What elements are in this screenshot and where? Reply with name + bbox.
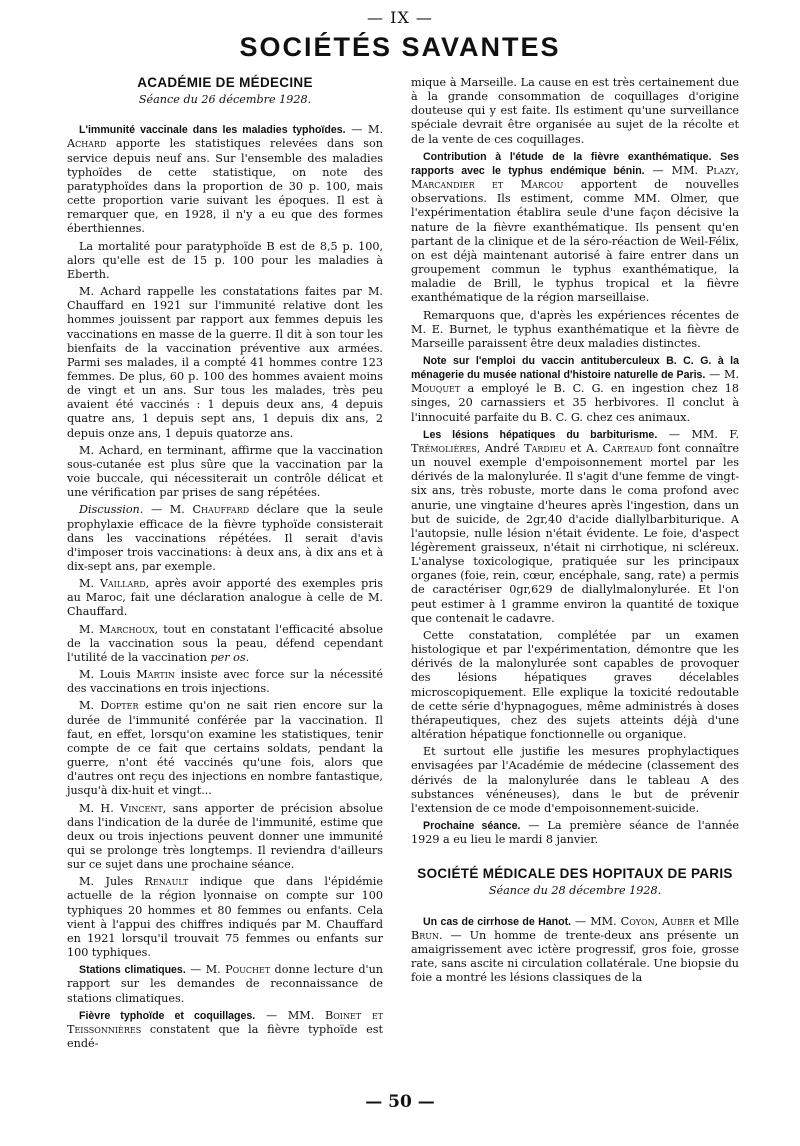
author-name: Mouquet: [411, 382, 461, 396]
author-name: Boinet et Teissonnières: [67, 1008, 383, 1036]
article-paragraph: Remarquons que, d'après les expériences récentes de M. E. Burnet, le typhus exanthématique et la fièvre de Marseille paraissent être deux maladies distinctes.: [411, 308, 739, 350]
article-title: Contribution à l'étude de la fièvre exanthématique. Ses rapports avec le typhus endémique bénin.: [411, 150, 739, 177]
article-paragraph: Note sur l'emploi du vaccin antituberculeux B. C. G. à la ménagerie du musée national d'histoire naturelle de Paris. — M. Mouquet a employé le B. C. G. en ingestion chez 18 singes, 20 carnassiers et 35 herbivores. Il conclut à l'innocuité parfaite du B. C. G. chez ces animaux.: [411, 354, 739, 424]
article-paragraph: Les lésions hépatiques du barbiturisme. — MM. F. Trémolières, André Tardieu et A. Carteaud font connaître un nouvel exemple d'empoisonnement mortel par les dérivés de la malonylurée. Il s'agit d'une femme de vingt-six ans, très robuste, morte dans le coma profond avec anurie, une vingtaine d'heures après l'ingestion, dans un but de suicide, de 2gr,40 d'acide diallylbarbiturique. A l'autopsie, nulle lésion n'était évidente. Le foie, d'aspect légèrement graisseux, n'était ni cirrhotique, ni scléreux. L'analyse toxicologique, pratiquée sur les principaux organes (foie, rein, cœur, encéphale, sang, rate) a permis de caractériser 0gr,629 de diallylmalonylurée. Et l'on peut estimer à 1 gramme environ la quantité de toxique que contenait le cadavre.: [411, 427, 739, 625]
right-column: [411, 76, 739, 988]
article-paragraph: Et surtout elle justifie les mesures prophylactiques envisagées par l'Académie de médecine (classement des dérivés de la malonylurée dans le tableau A des substances vénéneuses), dans le but de prévenir l'extension de ce mode d'empoisonnement-suicide.: [411, 745, 739, 815]
author-name: Plazy, Marcandier et Marcou: [411, 163, 739, 192]
academie-heading: ACADÉMIE DE MÉDECINE: [137, 75, 313, 90]
article-paragraph: mique à Marseille. La cause en est très certainement due à la grande consommation de coquillages d'origine douteuse qui y est faite. Ils estiment qu'une surveillance spéciale devrait être organisée au sujet de la récolte et de la vente de ces coquillages.: [411, 76, 739, 146]
article-title: Fièvre typhoïde et coquillages.: [79, 1009, 256, 1022]
author-name: Carteaud: [602, 441, 653, 455]
author-name: Marchoux: [99, 622, 155, 636]
author-name: Vincent: [120, 801, 163, 815]
article-paragraph: Stations climatiques. — M. Pouchet donne lecture d'un rapport sur les demandes de reconnaissance de stations climatiques.: [67, 963, 383, 1005]
article-paragraph: Fièvre typhoïde et coquillages. — MM. Boinet et Teissonnières constatent que la fièvre typhoïde est endé-: [67, 1008, 383, 1050]
author-name: Martin: [136, 668, 175, 682]
article-paragraph: Cette constatation, complétée par un examen histologique et par l'expérimentation, démontre que les dérivés de la malonylurée sont capables de provoquer des lésions hépatiques graves décelables microscopiquement. Elle explique la toxicité redoutable de cette série d'hypnagogues, même administrés à doses thérapeutiques, chez des sujets atteints déjà d'une altération hépatique fonctionnelle ou organique.: [411, 628, 739, 742]
author-name: Brun: [411, 928, 439, 942]
author-name: Chauffard: [192, 503, 250, 517]
article-paragraph: Discussion. — M. Chauffard déclare que la seule prophylaxie efficace de la fièvre typhoïde consisterait dans les vaccinations répétées. Il serait d'avis d'imposer trois vaccinations: à deux ans, à dix ans et à dix-sept ans, par exemple.: [67, 503, 383, 573]
article-title: Prochaine séance.: [423, 819, 521, 832]
left-column: [67, 76, 383, 1054]
hopitaux-heading: SOCIÉTÉ MÉDICALE DES HOPITAUX DE PARIS: [417, 866, 733, 882]
article-paragraph: Contribution à l'étude de la fièvre exanthématique. Ses rapports avec le typhus endémique bénin. — MM. Plazy, Marcandier et Marcou apportent de nouvelles observations. Ils estiment, comme MM. Olmer, que l'expérimentation établira seule d'une façon décisive la nature de la fièvre exanthématique. Ils pensent qu'en partant de la clinique et de la séro-réaction de Weil-Félix, on est déjà maintenant autorisé à faire entrer dans un groupement commun le typhus exanthématique, la maladie de Brill, le typhus tropical et la fièvre exanthématique de la région marseillaise.: [411, 150, 739, 305]
article-title: Stations climatiques.: [79, 964, 186, 977]
article-title: Note sur l'emploi du vaccin antituberculeux B. C. G. à la ménagerie du musée national d'histoire naturelle de Paris.: [411, 354, 739, 382]
article-paragraph: M. Achard, en terminant, affirme que la vaccination sous-cutanée est plus sûre que la vaccination par la voie buccale, qui nécessiterait un contrôle délicat et une vérification par prises de sang répétées.: [67, 443, 383, 500]
article-title: Un cas de cirrhose de Hanot.: [423, 915, 572, 928]
author-name: Pouchet: [225, 963, 271, 977]
article-paragraph: L'immunité vaccinale dans les maladies typhoïdes. — M. Achard apporte les statistiques relevées dans son service depuis neuf ans. Sur l'ensemble des maladies typhoïdes de cette statistique, on note des paratyphoïdes dans la proportion de 30 p. 100, mais cette proportion varie suivant les époques. Il est à remarquer que, en 1928, il n'y a eu que des formes éberthiennes.: [67, 123, 384, 236]
author-name: Renault: [144, 875, 189, 889]
author-name: Achard: [67, 137, 107, 151]
article-paragraph: M. Marchoux, tout en constatant l'efficacité absolue de la vaccination sous la peau, défend cependant l'utilité de la vaccination per os.: [67, 622, 383, 664]
academie-session-date: Séance du 26 décembre 1928.: [138, 93, 312, 107]
article-paragraph: M. Achard rappelle les constatations faites par M. Chauffard en 1921 sur l'immunité relative dont les hommes jouissent par rapport aux femmes depuis les vaccinations en masse de la guerre. Il dit à son tour les bienfaits de la vaccination préventive aux armées. Parmi ses malades, il a compté 41 hommes contre 123 femmes. De plus, 60 p. 100 des hommes avaient moins de vingt et un ans. Sur tous les malades, très peu avaient été vaccinés : 1 depuis deux ans, 4 depuis quatre ans, 1 depuis sept ans, 1 depuis dix ans, 2 depuis onze ans, 1 depuis quatorze ans.: [67, 285, 383, 440]
author-name: Vaillard: [99, 577, 146, 591]
article-paragraph: Un cas de cirrhose de Hanot. — MM. Coyon, Auber et Mlle Brun. — Un homme de trente-deux ans présente un amaigrissement avec ictère progressif, gros foie, grosse rate, sans ascite ni circulation collatérale. Une biopsie du foie a montré les lésions classiques de la: [411, 914, 740, 985]
author-name: Coyon, Auber: [620, 914, 695, 928]
article-paragraph: M. Louis Martin insiste avec force sur la nécessité des vaccinations en trois injections.: [67, 668, 383, 696]
article-title: Les lésions hépatiques du barbiturisme.: [423, 428, 658, 441]
author-name: Dopter: [100, 699, 139, 713]
author-name: Trémolières: [411, 441, 477, 455]
author-name: Tardieu: [524, 441, 566, 455]
page-number: — 50 —: [365, 1092, 435, 1112]
article-paragraph: M. Dopter estime qu'on ne sait rien encore sur la durée de l'immunité conférée par la vaccination. Il faut, en effet, lorsqu'on examine les statistiques, tenir compte de ce fait que certains soldats, pendant la guerre, n'ont été vaccinés qu'une fois, alors que d'autres ont reçu des injections en nombre fantastique, jusqu'à dix-huit et vingt...: [67, 699, 383, 798]
discussion-label: Discussion.: [79, 503, 144, 517]
hopitaux-session-date: Séance du 28 décembre 1928.: [488, 884, 662, 898]
article-paragraph: M. Jules Renault indique que dans l'épidémie actuelle de la région lyonnaise on compte sur 100 typhiques 20 hommes et 80 femmes ou enfants. Cela vient à l'appui des chiffres indiqués par M. Chauffard en 1921 lorsqu'il trouvait 75 femmes ou enfants sur 100 typhiques.: [67, 875, 383, 960]
page-roman-number: — IX —: [367, 8, 433, 27]
page-title: SOCIÉTÉS SAVANTES: [239, 32, 561, 62]
article-title: L'immunité vaccinale dans les maladies typhoïdes.: [79, 124, 346, 137]
article-paragraph: M. Vaillard, après avoir apporté des exemples pris au Maroc, fait une déclaration analogue à celle de M. Chauffard.: [67, 577, 383, 619]
article-paragraph: M. H. Vincent, sans apporter de précision absolue dans l'indication de la durée de l'immunité, estime que deux ou trois injections peuvent donner une immunité qui se prolonge très longtemps. Il reviendra d'ailleurs sur ce sujet dans une prochaine séance.: [67, 801, 384, 872]
article-paragraph: La mortalité pour paratyphoïde B est de 8,5 p. 100, alors qu'elle est de 15 p. 100 pour les maladies à Eberth.: [67, 239, 383, 281]
article-paragraph: Prochaine séance. — La première séance de l'année 1929 a eu lieu le mardi 8 janvier.: [411, 818, 739, 847]
